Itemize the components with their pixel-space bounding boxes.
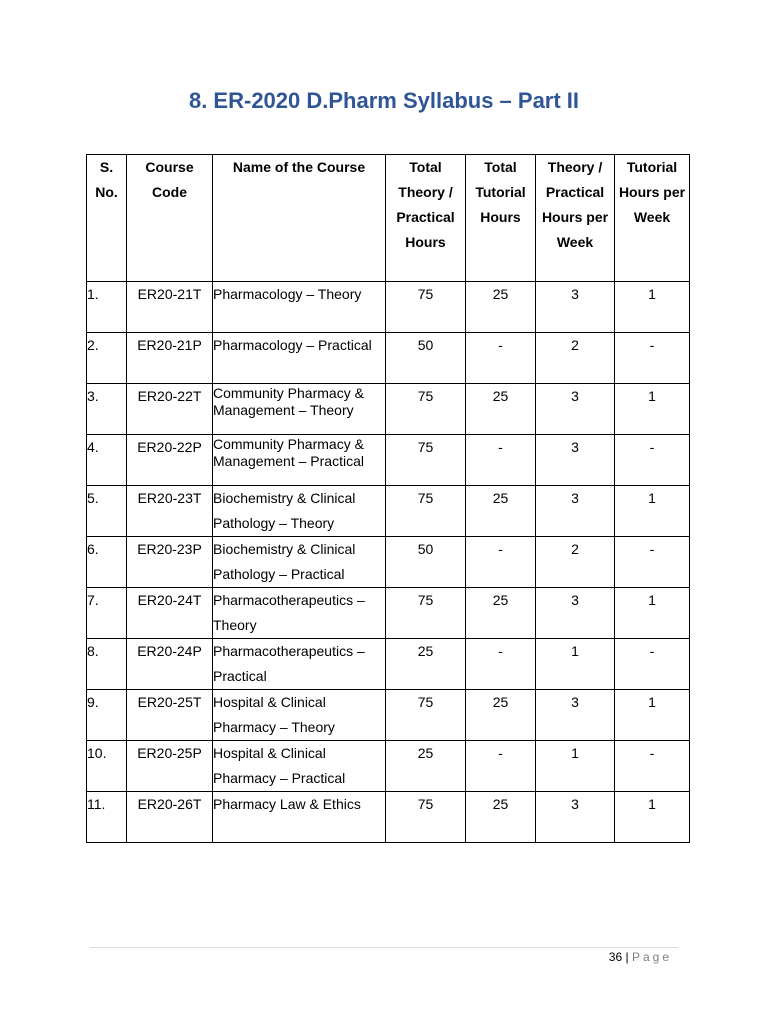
page-title: 8. ER-2020 D.Pharm Syllabus – Part II <box>188 88 580 113</box>
cell-total-hours: 50 <box>386 537 466 588</box>
cell-tutorial-hours: - <box>466 639 536 690</box>
cell-total-hours: 75 <box>386 486 466 537</box>
table-row <box>87 792 690 843</box>
cell-course-name-text: Community Pharmacy & Management – Theory <box>213 385 364 418</box>
header-tutorial-per-week: Tutorial Hours per Week <box>615 155 690 282</box>
header-tutorial-hours: Total Tutorial Hours <box>466 155 536 282</box>
cell-course-name: Biochemistry & Clinical Pathology – Practical <box>213 537 386 588</box>
cell-total-hours: 25 <box>386 639 466 690</box>
cell-tutorial-per-week: - <box>615 435 690 486</box>
cell-total-hours: 75 <box>386 384 466 435</box>
header-course-name: Name of the Course <box>213 155 386 282</box>
cell-tutorial-per-week: - <box>615 741 690 792</box>
cell-course-name <box>213 435 386 486</box>
cell-tutorial-per-week: 1 <box>615 588 690 639</box>
cell-hours-per-week: 3 <box>536 792 615 843</box>
cell-course-name <box>213 384 386 435</box>
cell-total-hours: 75 <box>386 282 466 333</box>
cell-tutorial-hours: - <box>466 333 536 384</box>
cell-sno: 11. <box>87 792 127 843</box>
cell-tutorial-hours: - <box>466 741 536 792</box>
cell-sno: 4. <box>87 435 127 486</box>
cell-course-code: ER20-23P <box>127 537 213 588</box>
cell-tutorial-per-week: 1 <box>615 282 690 333</box>
cell-sno: 9. <box>87 690 127 741</box>
header-total-hours: Total Theory / Practical Hours <box>386 155 466 282</box>
cell-course-name: Pharmacy Law & Ethics <box>213 792 386 843</box>
cell-hours-per-week: 3 <box>536 588 615 639</box>
header-hours-per-week: Theory / Practical Hours per Week <box>536 155 615 282</box>
cell-tutorial-hours: 25 <box>466 486 536 537</box>
cell-course-code: ER20-21T <box>127 282 213 333</box>
footer-divider <box>90 947 678 948</box>
cell-total-hours: 75 <box>386 435 466 486</box>
cell-hours-per-week: 2 <box>536 333 615 384</box>
cell-course-name: Biochemistry & Clinical Pathology – Theory <box>213 486 386 537</box>
table-row <box>87 639 690 690</box>
cell-tutorial-per-week: 1 <box>615 690 690 741</box>
table-row <box>87 384 690 435</box>
cell-tutorial-hours: - <box>466 435 536 486</box>
footer-separator: | <box>625 950 629 964</box>
cell-hours-per-week: 2 <box>536 537 615 588</box>
cell-course-name: Pharmacology – Theory <box>213 282 386 333</box>
cell-course-name: Pharmacotherapeutics – Practical <box>213 639 386 690</box>
table-row <box>87 741 690 792</box>
cell-sno: 6. <box>87 537 127 588</box>
syllabus-table <box>86 154 690 843</box>
cell-course-name: Hospital & Clinical Pharmacy – Practical <box>213 741 386 792</box>
cell-tutorial-hours: 25 <box>466 384 536 435</box>
cell-tutorial-hours: 25 <box>466 690 536 741</box>
cell-tutorial-per-week: - <box>615 639 690 690</box>
table-row <box>87 435 690 486</box>
cell-total-hours: 75 <box>386 690 466 741</box>
cell-sno: 10. <box>87 741 127 792</box>
cell-course-code: ER20-22T <box>127 384 213 435</box>
cell-hours-per-week: 3 <box>536 282 615 333</box>
cell-hours-per-week: 3 <box>536 690 615 741</box>
cell-tutorial-hours: 25 <box>466 282 536 333</box>
cell-sno: 3. <box>87 384 127 435</box>
cell-hours-per-week: 3 <box>536 384 615 435</box>
page-number: 36 <box>608 950 623 964</box>
cell-tutorial-per-week: 1 <box>615 486 690 537</box>
cell-course-code: ER20-25P <box>127 741 213 792</box>
cell-sno: 1. <box>87 282 127 333</box>
cell-course-code: ER20-24P <box>127 639 213 690</box>
cell-sno: 2. <box>87 333 127 384</box>
page-footer <box>609 949 672 965</box>
cell-tutorial-per-week: 1 <box>615 792 690 843</box>
cell-total-hours: 75 <box>386 792 466 843</box>
cell-course-code: ER20-23T <box>127 486 213 537</box>
header-sno: S. No. <box>87 155 127 282</box>
table-row <box>87 486 690 537</box>
table-header-row <box>87 155 690 282</box>
table-row <box>87 333 690 384</box>
cell-sno: 5. <box>87 486 127 537</box>
cell-tutorial-hours: - <box>466 537 536 588</box>
cell-hours-per-week: 1 <box>536 639 615 690</box>
cell-course-code: ER20-25T <box>127 690 213 741</box>
cell-course-name: Pharmacology – Practical <box>213 333 386 384</box>
cell-total-hours: 50 <box>386 333 466 384</box>
cell-tutorial-per-week: - <box>615 333 690 384</box>
table-row <box>87 588 690 639</box>
header-course-code: Course Code <box>127 155 213 282</box>
cell-hours-per-week: 3 <box>536 435 615 486</box>
cell-sno: 8. <box>87 639 127 690</box>
cell-tutorial-hours: 25 <box>466 588 536 639</box>
cell-total-hours: 25 <box>386 741 466 792</box>
table-row <box>87 282 690 333</box>
cell-total-hours: 75 <box>386 588 466 639</box>
cell-tutorial-per-week: - <box>615 537 690 588</box>
cell-course-code: ER20-26T <box>127 792 213 843</box>
table-row <box>87 690 690 741</box>
cell-course-name-text: Community Pharmacy & Management – Practical <box>213 436 364 469</box>
table-row <box>87 537 690 588</box>
cell-hours-per-week: 3 <box>536 486 615 537</box>
cell-tutorial-per-week: 1 <box>615 384 690 435</box>
cell-course-code: ER20-21P <box>127 333 213 384</box>
page-word: Page <box>631 950 672 964</box>
cell-tutorial-hours: 25 <box>466 792 536 843</box>
cell-course-code: ER20-22P <box>127 435 213 486</box>
cell-course-name: Pharmacotherapeutics – Theory <box>213 588 386 639</box>
cell-hours-per-week: 1 <box>536 741 615 792</box>
cell-course-code: ER20-24T <box>127 588 213 639</box>
cell-sno: 7. <box>87 588 127 639</box>
cell-course-name: Hospital & Clinical Pharmacy – Theory <box>213 690 386 741</box>
